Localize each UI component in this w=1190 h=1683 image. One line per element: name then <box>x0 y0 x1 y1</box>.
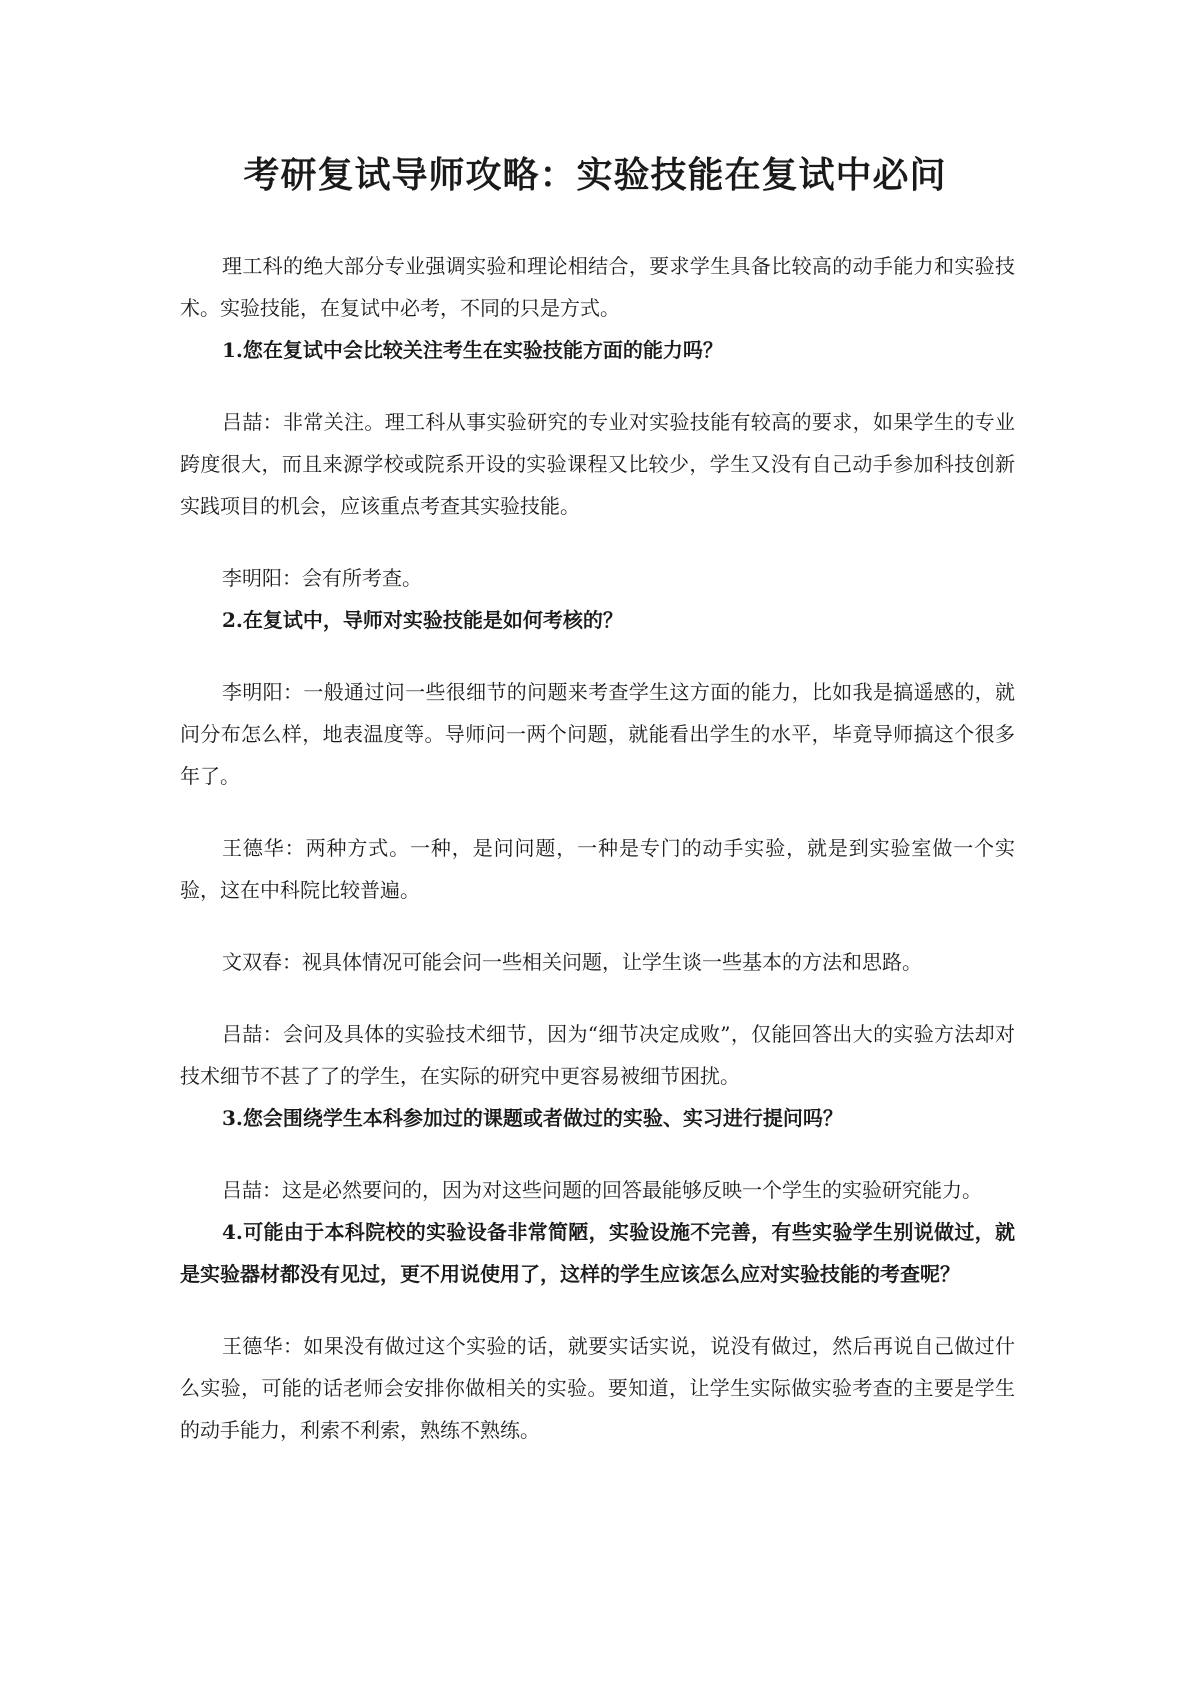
question-4: 4.可能由于本科院校的实验设备非常简陋，实验设施不完善，有些实验学生别说做过，就是实验器材都没有见过，更不用说使用了，这样的学生应该怎么应对实验技能的考查呢？ <box>180 1220 1015 1286</box>
intro-paragraph: 理工科的绝大部分专业强调实验和理论相结合，要求学生具备比较高的动手能力和实验技术。实验技能，在复试中必考，不同的只是方式。 <box>180 254 1015 320</box>
document-body <box>180 245 1015 1451</box>
answer-1-li-mingyang: 李明阳：会有所考查。 <box>222 566 422 590</box>
answer-2-wen-shuangchun: 文双春：视具体情况可能会问一些相关问题，让学生谈一些基本的方法和思路。 <box>222 950 922 974</box>
question-3: 3.您会围绕学生本科参加过的课题或者做过的实验、实习进行提问吗？ <box>222 1106 843 1130</box>
answer-2-wang-dehua: 王德华：两种方式。一种，是问问题，一种是专门的动手实验，就是到实验室做一个实验，这在中科院比较普遍。 <box>180 836 1015 902</box>
document-title: 考研复试导师攻略：实验技能在复试中必问 <box>243 154 947 196</box>
answer-1-lv-zhe: 吕喆：非常关注。理工科从事实验研究的专业对实验技能有较高的要求，如果学生的专业跨度很大，而且来源学校或院系开设的实验课程又比较少，学生又没有自己动手参加科技创新实践项目的机会，应该重点考查其实验技能。 <box>180 410 1015 518</box>
question-1: 1.您在复试中会比较关注考生在实验技能方面的能力吗？ <box>222 338 723 362</box>
answer-2-li-mingyang: 李明阳：一般通过问一些很细节的问题来考查学生这方面的能力，比如我是搞遥感的，就问分布怎么样，地表温度等。导师问一两个问题，就能看出学生的水平，毕竟导师搞这个很多年了。 <box>180 680 1015 788</box>
answer-3-lv-zhe: 吕喆：这是必然要问的，因为对这些问题的回答最能够反映一个学生的实验研究能力。 <box>222 1178 982 1202</box>
answer-4-wang-dehua: 王德华：如果没有做过这个实验的话，就要实话实说，说没有做过，然后再说自己做过什么实验，可能的话老师会安排你做相关的实验。要知道，让学生实际做实验考查的主要是学生的动手能力，利索不利索，熟练不熟练。 <box>180 1334 1015 1442</box>
question-2: 2.在复试中，导师对实验技能是如何考核的？ <box>222 608 623 632</box>
answer-2-lv-zhe: 吕喆：会问及具体的实验技术细节，因为“细节决定成败”，仅能回答出大的实验方法却对技术细节不甚了了的学生，在实际的研究中更容易被细节困扰。 <box>180 1022 1015 1088</box>
